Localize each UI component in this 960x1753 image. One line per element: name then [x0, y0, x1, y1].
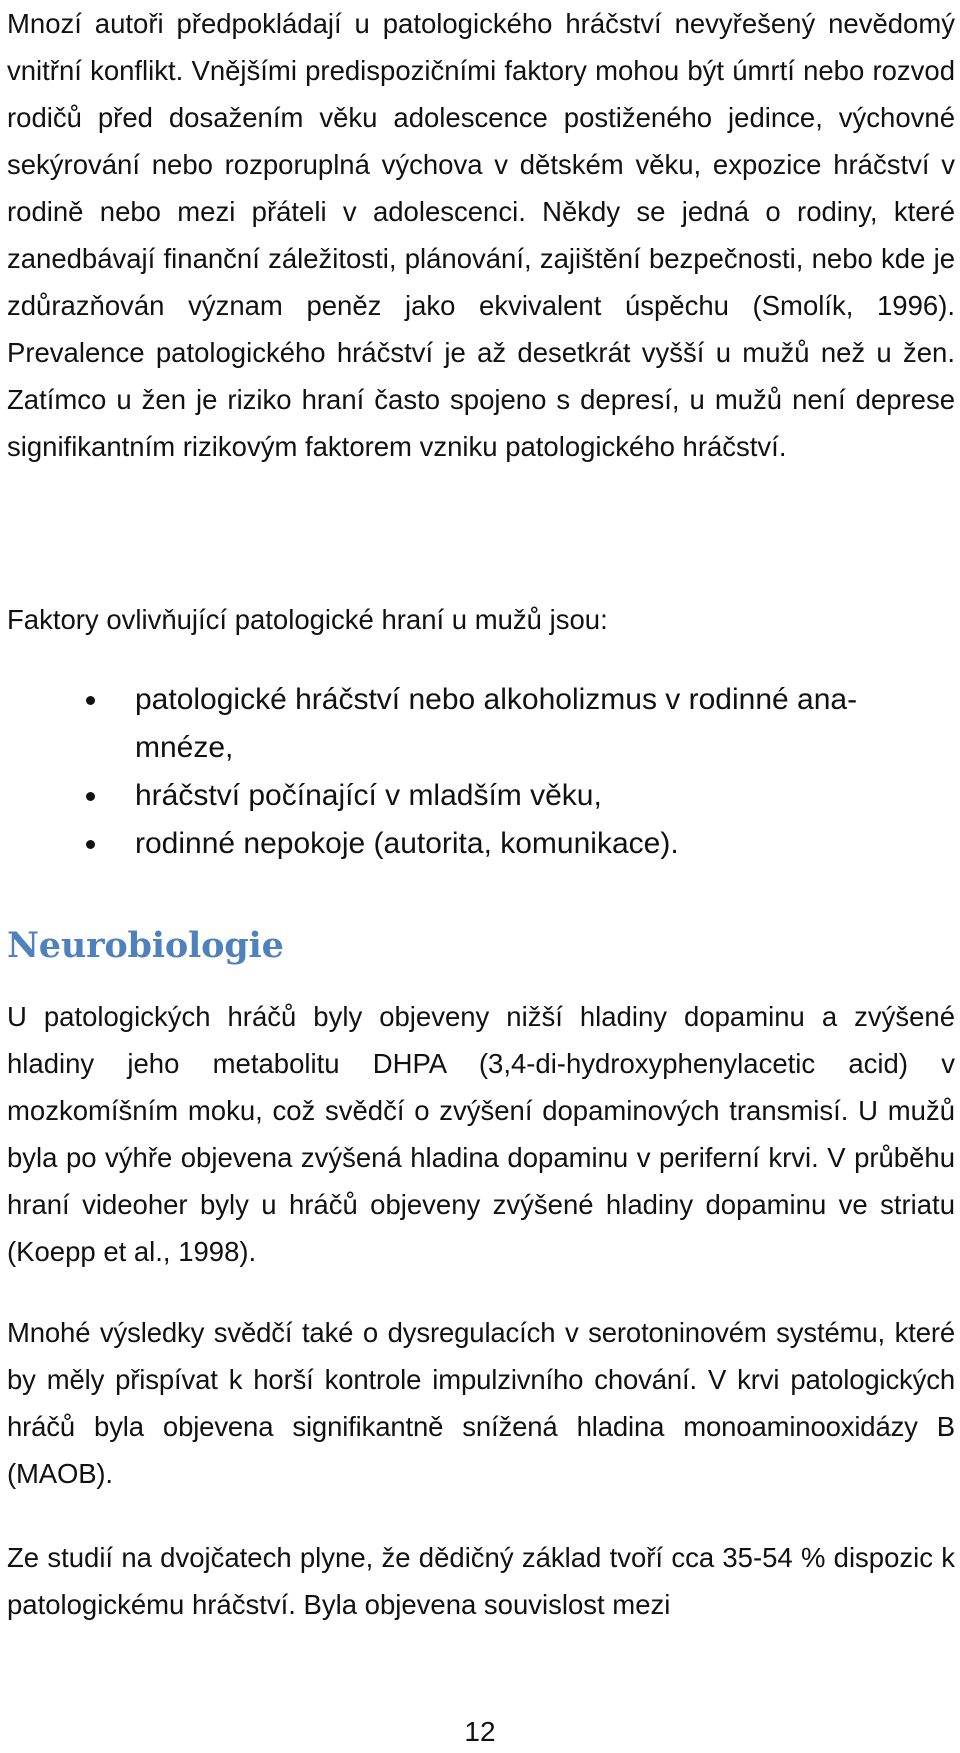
bullet-icon: [86, 792, 95, 801]
bullet-icon: [86, 840, 95, 849]
paragraph-predisposing-factors: Mnozí autoři předpokládají u patologického hráčství nevyřešený nevědomý vnitřní konflikt. Vnějšími predispozičními faktory mohou být úmrtí nebo rozvod rodičů před dosažením věku adolescence postiženého jedince, výchovné sekýrování nebo rozporuplná výchova v dětském věku, expozice hráčství v rodině nebo mezi přáteli v adolescenci. Někdy se jedná o rodiny, které zanedbávají finanční záležitosti, plánování, zajištění bezpečnosti, nebo kde je zdůrazňován význam peněz jako ekvivalent úspěchu (Smolík, 1996). Prevalence patologického hráčství je až desetkrát vyšší u mužů než u žen. Zatímco u žen je riziko hraní často spojeno s depresí, u mužů není deprese signifikantním rizikovým faktorem vzniku patologického hráčství.: [7, 8, 955, 462]
factor-list: [7, 676, 955, 868]
page-number: 12: [464, 1716, 496, 1747]
list-item-text: rodinné nepokoje (autorita, komunikace).: [135, 827, 679, 860]
paragraph-heritability: Ze studií na dvojčatech plyne, že dědičný základ tvoří cca 35-54 % dispozic k patologickému hráčství. Byla objevena souvislost mezi: [7, 1542, 955, 1620]
list-item-text: patologické hráčství nebo alkoholizmus v rodinné anamnéze,: [135, 683, 858, 764]
paragraph-serotonin: Mnohé výsledky svědčí také o dysregulacích v serotoninovém systému, které by měly přispívat k horší kontrole impulzivního chování. V krvi patologických hráčů byla objevena signifikantně snížená hladina monoaminooxidázy B (MAOB).: [7, 1317, 955, 1489]
list-item: [7, 772, 955, 820]
bullet-icon: [86, 696, 95, 705]
list-item-text: hráčství počínající v mladším věku,: [135, 779, 602, 812]
list-item: [7, 820, 955, 868]
paragraph-dopamine: U patologických hráčů byly objeveny nižší hladiny dopaminu a zvýšené hladiny jeho metabolitu DHPA (3,4-di-hydroxyphenylacetic acid) v mozkomíšním moku, což svědčí o zvýšení dopaminových transmisí. U mužů byla po výhře objevena zvýšená hladina dopaminu v periferní krvi. V průběhu hraní videoher byly u hráčů objeveny zvýšené hladiny dopaminu ve striatu (Koepp et al., 1998).: [7, 1001, 955, 1267]
section-heading-neurobiology: Neurobiologie: [7, 925, 284, 966]
list-item: [7, 676, 955, 772]
paragraph-male-factors-intro: Faktory ovlivňující patologické hraní u mužů jsou:: [7, 604, 608, 635]
